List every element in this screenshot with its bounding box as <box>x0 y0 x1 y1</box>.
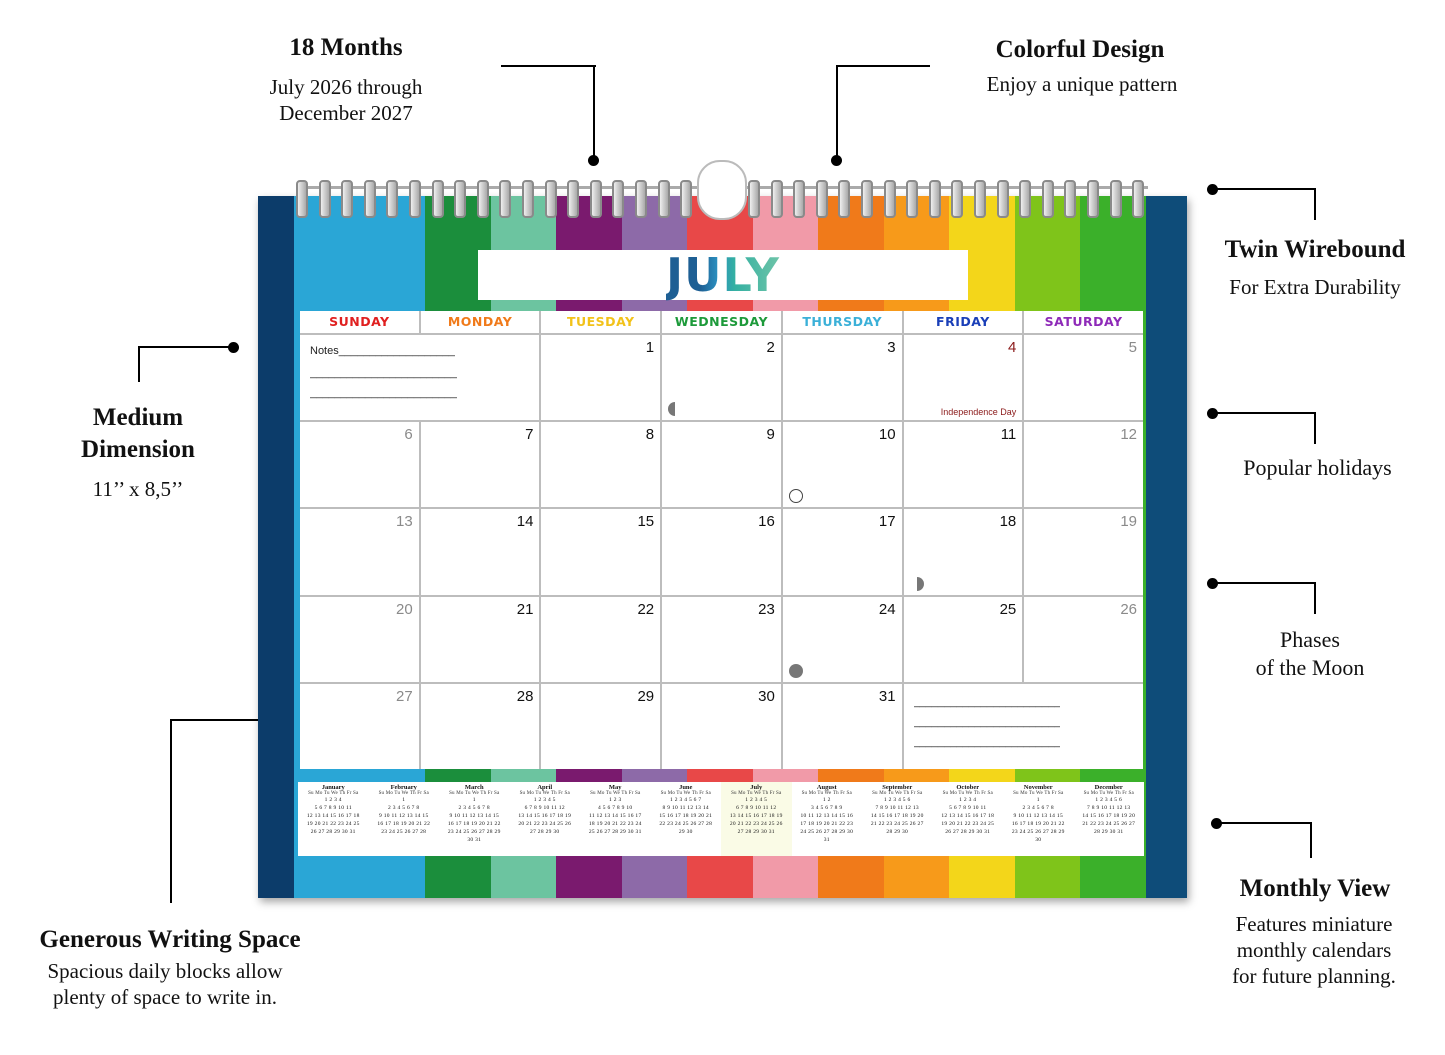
mini-month <box>439 782 510 856</box>
mini-month-week: 24 25 26 27 28 29 30 <box>800 829 854 835</box>
day-number: 11 <box>1000 426 1017 444</box>
mini-month-week: 31 <box>823 837 830 843</box>
weekday-saturday: SATURDAY <box>1024 311 1143 333</box>
monthly-line1: Features miniature <box>1235 912 1393 936</box>
mini-month-name: April <box>537 784 553 791</box>
mini-month-dow: Su Mo Tu We Th Fr Sa <box>378 791 429 796</box>
mini-month-week: 27 28 29 30 <box>530 829 560 835</box>
day-cell[interactable] <box>1024 597 1143 682</box>
wire-coil <box>1064 180 1076 218</box>
colorful-title: Colorful Design <box>995 36 1165 63</box>
holidays-line1: Popular holidays <box>1243 455 1392 480</box>
day-cell[interactable] <box>541 509 660 594</box>
moon-phase-icon <box>789 664 803 678</box>
wire-coil <box>296 180 308 218</box>
mini-month-week: 1 2 <box>822 797 831 803</box>
mini-month-name: July <box>750 784 763 791</box>
monthly-line2: monthly calendars <box>1236 938 1392 962</box>
mini-month <box>510 782 581 856</box>
wire-coil <box>929 180 941 218</box>
mini-month-dow: Su Mo Tu We Th Fr Sa <box>449 791 500 796</box>
wire-coil <box>951 180 963 218</box>
day-number: 13 <box>396 513 413 531</box>
day-number: 14 <box>516 513 534 531</box>
mini-month-dow: Su Mo Tu We Th Fr Sa <box>660 791 711 796</box>
mini-month-week: 9 10 11 12 13 14 15 <box>1013 813 1063 819</box>
day-cell[interactable] <box>904 509 1023 594</box>
mini-month-week: 21 22 23 24 25 26 27 <box>1082 821 1136 827</box>
day-number: 9 <box>766 426 775 444</box>
mini-month-week: 20 21 22 23 24 25 26 <box>729 821 783 827</box>
wire-coil <box>974 180 986 218</box>
notes-line: ________________________ <box>310 387 457 399</box>
moon-phase-icon <box>910 577 924 591</box>
mini-month-week: 9 10 11 12 13 14 15 <box>449 813 499 819</box>
wire-coil <box>319 180 331 218</box>
day-number: 16 <box>758 513 775 531</box>
notes-line: ________________________ <box>913 695 1061 708</box>
wire-coil <box>1019 180 1031 218</box>
day-cell[interactable] <box>421 422 540 507</box>
mini-month-dow: Su Mo Tu We Th Fr Sa <box>590 791 641 796</box>
mini-month-week: 18 19 20 21 22 23 24 <box>588 821 642 827</box>
mini-month-week: 20 21 22 23 24 25 26 <box>518 821 572 827</box>
mini-month-week: 2 3 4 5 6 7 8 <box>1022 805 1054 811</box>
wire-coil <box>341 180 353 218</box>
day-number: 15 <box>637 513 655 531</box>
day-cell[interactable] <box>300 422 419 507</box>
day-number: 4 <box>1007 339 1017 356</box>
mini-month-week: 28 29 30 <box>886 829 909 835</box>
month-grid <box>300 311 1143 769</box>
mini-month-week: 11 12 13 14 15 16 17 <box>588 813 642 819</box>
day-number: 7 <box>525 426 534 444</box>
month-title: JULY <box>666 248 780 302</box>
day-number: 17 <box>878 513 896 531</box>
weekday-monday: MONDAY <box>421 311 540 333</box>
weekday-tuesday: TUESDAY <box>541 311 660 333</box>
mini-month-week: 1 <box>472 797 476 803</box>
weekday-thursday: THURSDAY <box>783 311 902 333</box>
wire-coil <box>861 180 873 218</box>
mini-month-week: 23 24 25 26 27 28 29 <box>447 829 501 835</box>
mini-month-week: 2 3 4 5 6 7 8 <box>458 805 490 811</box>
wall-calendar <box>258 196 1187 898</box>
wire-coil <box>1110 180 1122 218</box>
mini-month-name: September <box>882 784 913 791</box>
wire-coil <box>884 180 896 218</box>
months-line1: July 2026 through <box>269 75 423 99</box>
mini-month-week: 16 17 18 19 20 21 22 <box>447 821 501 827</box>
hanger-hook <box>697 160 747 220</box>
mini-month-name: February <box>390 784 417 791</box>
wire-coil <box>590 180 602 218</box>
holiday-label: Independence Day <box>940 407 1017 418</box>
mini-month-week: 3 4 5 6 7 8 9 <box>811 805 843 811</box>
calendar-edge <box>258 196 294 898</box>
day-number: 2 <box>766 339 775 356</box>
mini-month-week: 1 2 3 4 <box>959 797 977 803</box>
wire-coil <box>1087 180 1099 218</box>
notes-line: ________________________ <box>913 715 1061 728</box>
wire-coil <box>771 180 783 218</box>
day-number: 21 <box>516 600 534 618</box>
day-cell[interactable] <box>300 684 419 769</box>
medium-title1: Medium <box>92 404 184 431</box>
months-line2: December 2027 <box>279 101 413 125</box>
mini-month-week: 4 5 6 7 8 9 10 <box>598 805 633 811</box>
mini-month-dow: Su Mo Tu We Th Fr Sa <box>872 791 923 796</box>
mini-month-dow: Su Mo Tu We Th Fr Sa <box>942 791 993 796</box>
mini-month-week: 12 13 14 15 16 17 18 <box>306 813 360 819</box>
weekday-sunday: SUNDAY <box>300 311 419 333</box>
day-cell[interactable] <box>541 422 660 507</box>
mini-month-week: 12 13 14 15 16 17 18 <box>941 813 995 819</box>
mini-month <box>580 782 651 856</box>
day-number: 31 <box>878 687 896 705</box>
mini-month <box>651 782 722 856</box>
mini-month-week: 19 20 21 22 23 24 25 <box>941 821 995 827</box>
mini-month-week: 10 11 12 13 14 15 16 <box>800 813 854 819</box>
day-number: 3 <box>887 339 896 356</box>
mini-month-name: November <box>1023 784 1053 791</box>
wire-coil <box>1042 180 1054 218</box>
day-cell[interactable] <box>662 509 781 594</box>
weekday-wednesday: WEDNESDAY <box>662 311 781 333</box>
day-cell[interactable] <box>541 597 660 682</box>
day-number: 19 <box>1120 513 1137 531</box>
day-cells <box>300 335 1143 769</box>
mini-month-week: 1 2 3 4 5 6 <box>1095 797 1123 803</box>
mini-month-week: 6 7 8 9 10 11 12 <box>524 805 565 811</box>
day-cell[interactable] <box>662 335 781 420</box>
moon-line2: of the Moon <box>1255 655 1365 680</box>
mini-month-dow: Su Mo Tu We Th Fr Sa <box>731 791 782 796</box>
mini-month-week: 16 17 18 19 20 21 22 <box>1011 821 1065 827</box>
day-number: 26 <box>1120 600 1137 618</box>
day-number: 25 <box>999 600 1017 618</box>
wire-coil <box>454 180 466 218</box>
day-cell[interactable] <box>662 597 781 682</box>
mini-month <box>369 782 440 856</box>
day-number: 18 <box>999 513 1017 531</box>
day-number: 28 <box>516 687 534 705</box>
mini-month-week: 28 29 30 31 <box>1094 829 1124 835</box>
day-number: 1 <box>645 339 655 356</box>
notes-line: ________________________ <box>913 735 1061 748</box>
day-cell[interactable] <box>1024 422 1143 507</box>
day-cell[interactable] <box>421 597 540 682</box>
mini-month-dow: Su Mo Tu We Th Fr Sa <box>1013 791 1064 796</box>
day-cell[interactable] <box>1024 335 1143 420</box>
writing-line2: plenty of space to write in. <box>53 985 277 1009</box>
day-cell[interactable] <box>904 684 1143 769</box>
wire-coil <box>477 180 489 218</box>
mini-month <box>792 782 863 856</box>
day-cell[interactable] <box>541 335 660 420</box>
mini-month-dow: Su Mo Tu We Th Fr Sa <box>1083 791 1134 796</box>
mini-month-week: 17 18 19 20 21 22 23 <box>800 821 854 827</box>
wire-coil <box>997 180 1009 218</box>
mini-month-dow: Su Mo Tu We Th Fr Sa <box>308 791 359 796</box>
wire-coil <box>680 180 692 218</box>
wire-coil <box>364 180 376 218</box>
mini-month-week: 26 27 28 29 30 31 <box>310 829 356 835</box>
mini-month-week: 23 24 25 26 27 28 29 <box>1011 829 1065 835</box>
wire-coil <box>793 180 805 218</box>
day-number: 10 <box>878 426 896 444</box>
mini-month-week: 1 2 3 <box>609 797 622 803</box>
day-cell[interactable] <box>904 422 1023 507</box>
mini-month <box>933 782 1004 856</box>
mini-month-week: 2 3 4 5 6 7 8 <box>388 805 420 811</box>
writing-title: Generous Writing Space <box>39 926 301 953</box>
mini-month-name: May <box>608 784 622 791</box>
mini-month-week: 13 14 15 16 17 18 19 <box>729 813 783 819</box>
mini-month <box>1003 782 1074 856</box>
mini-month-week: 16 17 18 19 20 21 22 <box>377 821 431 827</box>
mini-month-name: January <box>321 784 345 791</box>
notes-line: ________________________ <box>310 367 457 379</box>
day-cell[interactable] <box>904 597 1023 682</box>
mini-month-week: 1 2 3 4 5 6 <box>883 797 911 803</box>
day-cell[interactable] <box>541 684 660 769</box>
twin-line1: For Extra Durability <box>1229 275 1401 299</box>
day-number: 5 <box>1128 339 1137 356</box>
day-cell[interactable] <box>783 335 902 420</box>
wire-coil <box>635 180 647 218</box>
mini-month-week: 13 14 15 16 17 18 19 <box>518 813 572 819</box>
mini-month-week: 19 20 21 22 23 24 25 <box>306 821 360 827</box>
mini-calendars <box>298 782 1144 856</box>
mini-month-week: 25 26 27 28 29 30 31 <box>588 829 642 835</box>
mini-month-week: 8 9 10 11 12 13 14 <box>662 805 709 811</box>
mini-month-week: 23 24 25 26 27 28 <box>381 829 427 835</box>
day-number: 27 <box>396 687 413 705</box>
mini-month <box>721 782 792 856</box>
day-cell[interactable] <box>783 509 902 594</box>
mini-month-week: 14 15 16 17 18 19 20 <box>1082 813 1136 819</box>
day-cell[interactable] <box>300 509 419 594</box>
day-number: 24 <box>878 600 896 618</box>
mini-month-week: 9 10 11 12 13 14 15 <box>379 813 429 819</box>
notes-label: Notes___________________ <box>310 345 455 357</box>
weekday-header <box>300 311 1143 333</box>
weekday-friday: FRIDAY <box>904 311 1023 333</box>
medium-line1: 11’’ x 8,5’’ <box>92 477 184 501</box>
mini-month-week: 7 8 9 10 11 12 13 <box>875 805 919 811</box>
mini-month <box>298 782 369 856</box>
wire-coil <box>499 180 511 218</box>
day-number: 20 <box>396 600 413 618</box>
mini-month-week: 1 2 3 4 5 <box>745 797 768 803</box>
monthly-line3: for future planning. <box>1232 964 1396 988</box>
mini-month-week: 30 31 <box>467 837 482 843</box>
day-number: 8 <box>645 426 655 444</box>
wire-coil <box>906 180 918 218</box>
writing-line1: Spacious daily blocks allow <box>47 959 283 983</box>
day-cell[interactable] <box>1024 509 1143 594</box>
mini-month-week: 14 15 16 17 18 19 20 <box>870 813 924 819</box>
wire-coil <box>838 180 850 218</box>
mini-month-dow: Su Mo Tu We Th Fr Sa <box>801 791 852 796</box>
mini-month-name: August <box>816 784 837 791</box>
month-banner <box>478 250 968 300</box>
moon-phase-icon <box>789 489 803 503</box>
mini-month-week: 7 8 9 10 11 12 13 <box>1087 805 1131 811</box>
mini-month <box>862 782 933 856</box>
wire-coil <box>567 180 579 218</box>
day-number: 6 <box>404 426 413 444</box>
day-number: 23 <box>758 600 775 618</box>
mini-month-week: 1 2 3 4 <box>324 797 342 803</box>
mini-month-name: October <box>956 784 980 791</box>
wire-coil <box>432 180 444 218</box>
day-cell[interactable] <box>300 335 539 420</box>
mini-month-dow: Su Mo Tu We Th Fr Sa <box>519 791 570 796</box>
mini-month-week: 5 6 7 8 9 10 11 <box>949 805 987 811</box>
mini-month <box>1074 782 1145 856</box>
day-cell[interactable] <box>904 335 1023 420</box>
mini-month-week: 6 7 8 9 10 11 12 <box>736 805 777 811</box>
wire-coil <box>748 180 760 218</box>
day-cell[interactable] <box>300 597 419 682</box>
mini-month-week: 30 <box>1035 837 1042 843</box>
day-number: 30 <box>758 687 775 705</box>
mini-month-week: 29 30 <box>678 829 693 835</box>
day-cell[interactable] <box>421 509 540 594</box>
day-number: 12 <box>1120 426 1137 444</box>
twin-title: Twin Wirebound <box>1224 236 1406 263</box>
mini-month-week: 27 28 29 30 31 <box>737 829 775 835</box>
mini-month-week: 26 27 28 29 30 31 <box>945 829 991 835</box>
mini-month-week: 21 22 23 24 25 26 27 <box>870 821 924 827</box>
day-cell[interactable] <box>662 422 781 507</box>
wire-coil <box>522 180 534 218</box>
wire-coil <box>409 180 421 218</box>
wire-coil <box>386 180 398 218</box>
mini-month-week: 1 2 3 4 5 6 7 <box>670 797 702 803</box>
wire-coil <box>1132 180 1144 218</box>
mini-month-name: March <box>464 784 484 791</box>
mini-month-name: December <box>1094 784 1123 791</box>
wire-coil <box>545 180 557 218</box>
wire-coil <box>612 180 624 218</box>
medium-title2: Dimension <box>81 436 195 463</box>
day-number: 29 <box>637 687 655 705</box>
day-cell[interactable] <box>783 597 902 682</box>
colorful-line1: Enjoy a unique pattern <box>986 72 1178 96</box>
mini-month-week: 1 <box>1036 797 1040 803</box>
day-number: 22 <box>637 600 655 618</box>
moon-line1: Phases <box>1280 627 1340 652</box>
day-cell[interactable] <box>662 684 781 769</box>
mini-month-week: 1 2 3 4 5 <box>533 797 556 803</box>
mini-month-week: 5 6 7 8 9 10 11 <box>314 805 352 811</box>
day-cell[interactable] <box>421 684 540 769</box>
mini-month-week: 15 16 17 18 19 20 21 <box>659 813 713 819</box>
mini-month-week: 22 23 24 25 26 27 28 <box>659 821 713 827</box>
wire-coil <box>816 180 828 218</box>
monthly-title: Monthly View <box>1239 875 1391 902</box>
moon-phase-icon <box>668 402 682 416</box>
months-title: 18 Months <box>289 34 403 61</box>
mini-month-week: 1 <box>402 797 406 803</box>
day-cell[interactable] <box>783 684 902 769</box>
day-cell[interactable] <box>783 422 902 507</box>
wire-coil <box>658 180 670 218</box>
mini-month-name: June <box>679 784 693 791</box>
